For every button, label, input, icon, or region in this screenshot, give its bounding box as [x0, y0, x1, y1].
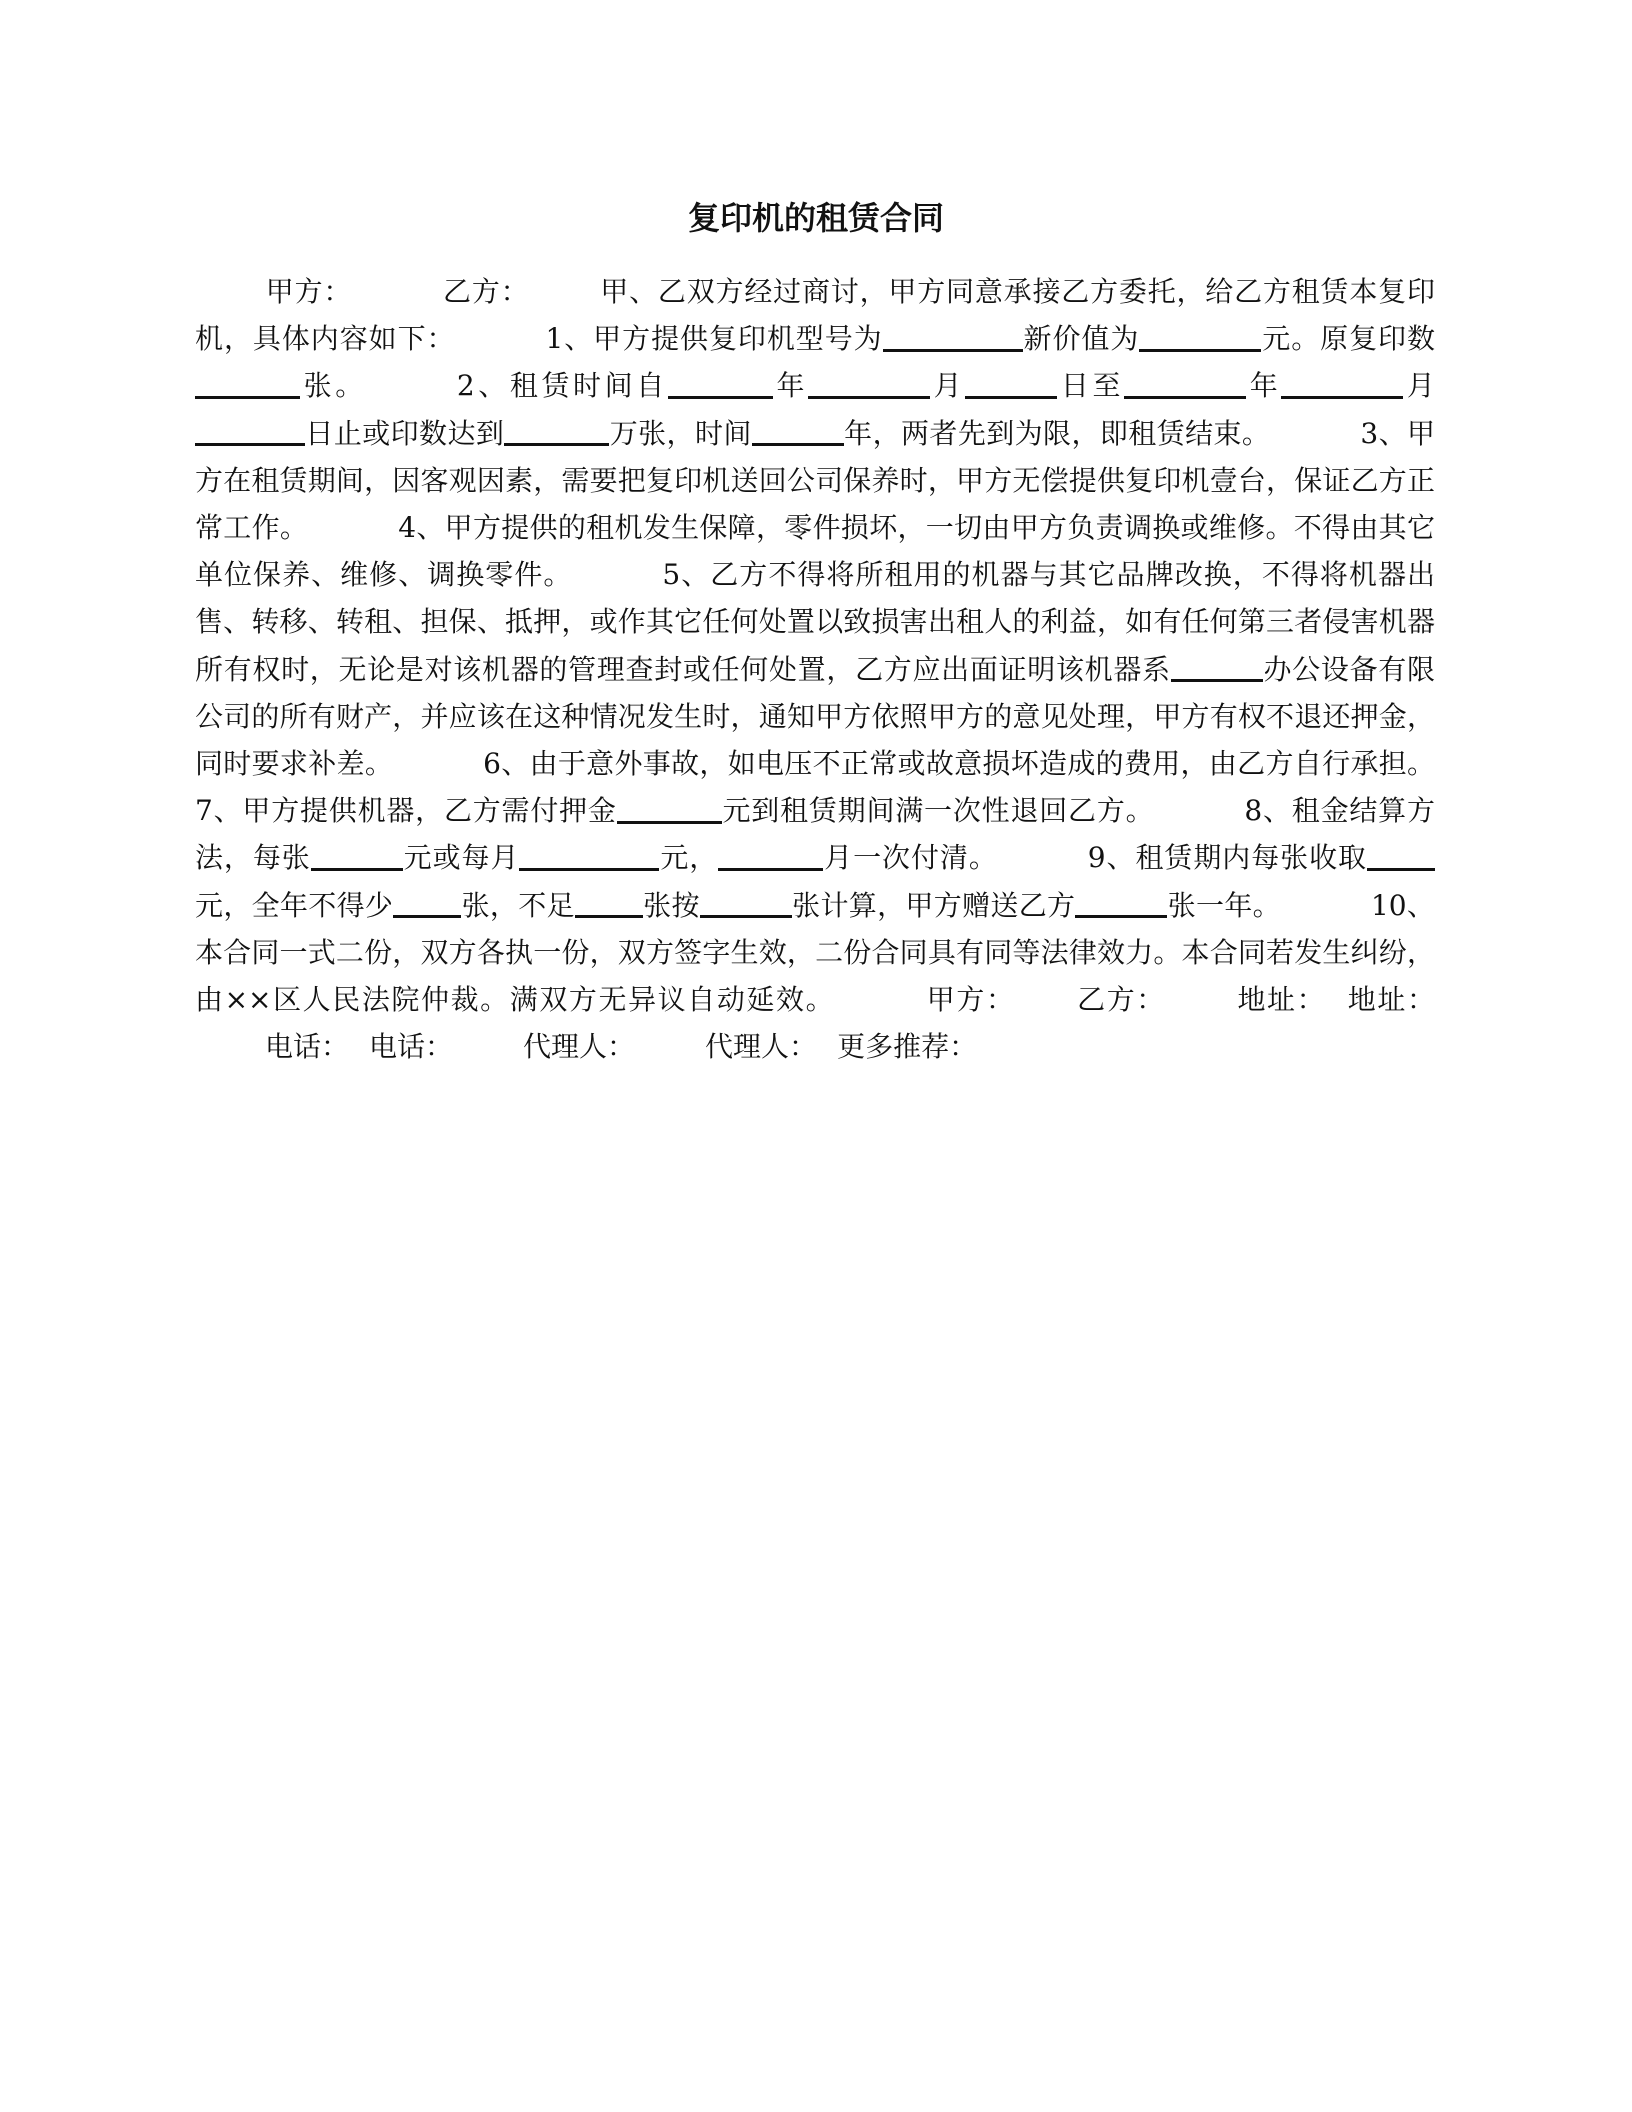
sign-party-a: 甲方：: [925, 983, 1016, 1017]
party-b-label: 乙方：: [442, 275, 530, 308]
contract-body: [195, 268, 1435, 1070]
clause-2-end-month: 月: [1403, 369, 1435, 403]
blank-pay-months: [718, 838, 823, 870]
blank-per-month: [519, 838, 659, 870]
blank-shortfall: [575, 886, 643, 918]
blank-charge: [1367, 838, 1435, 870]
blank-period: [752, 414, 844, 446]
clause-1-end: 张。: [300, 369, 367, 403]
more-recommend: 更多推荐：: [837, 1030, 978, 1064]
clause-2-month: 月: [930, 369, 966, 403]
agent-label-2: 代理人：: [705, 1030, 818, 1064]
clause-2-day-to: 日至: [1057, 369, 1125, 403]
clause-9-f: 张一年。: [1167, 888, 1281, 922]
blank-start-month: [808, 366, 930, 398]
clause-9-e: 张计算，甲方赠送乙方: [791, 888, 1076, 922]
blank-end-year: [1124, 366, 1246, 398]
blank-start-day: [965, 366, 1057, 398]
clause-9-b: 元，全年不得少: [195, 888, 394, 922]
blank-per-sheet: [311, 838, 403, 870]
blank-min-sheets: [393, 886, 461, 918]
clause-8-c: 元，: [659, 841, 719, 875]
address-label-1: 地址：: [1235, 983, 1327, 1017]
phone-label-2: 电话：: [369, 1030, 454, 1064]
blank-calc: [700, 886, 792, 918]
blank-price: [1139, 319, 1261, 351]
blank-print-count: [504, 414, 609, 446]
clause-2-start: 2、租赁时间自: [456, 369, 668, 403]
clause-2-end-day: 日止或印数达到: [305, 416, 505, 450]
clause-8-a: 8、租金结算方法，每张: [195, 794, 1435, 875]
blank-count: [195, 366, 300, 398]
sign-party-b: 乙方：: [1075, 983, 1166, 1017]
clause-2-count: 万张，时间: [609, 416, 752, 450]
address-label-2: 地址：: [1346, 983, 1435, 1017]
clause-2-end-year: 年: [1246, 369, 1282, 403]
clause-10: 10、本合同一式二份，双方各执一份，双方签字生效，二份合同具有同等法律效力。本合同若发生纠纷，由××区人民法院仲裁。满双方无异议自动延效。: [195, 888, 1435, 1017]
clause-9-a: 9、租赁期内每张收取: [1087, 841, 1367, 875]
clause-9-c: 张，不足: [461, 888, 575, 922]
clause-5-a: 5、乙方不得将所租用的机器与其它品牌改换，不得将机器出售、转移、转租、担保、抵押，或作其它任何处置以致损害出租人的利益，如有任何第三者侵害机器所有权时，无论是对该机器的管理查封或任何处置，乙方应出面证明该机器系: [195, 558, 1435, 686]
agent-label-1: 代理人：: [523, 1030, 636, 1064]
clause-6: 6、由于意外事故，如电压不正常或故意损坏造成的费用，由乙方自行承担。: [483, 747, 1435, 781]
clause-8-b: 元或每月: [402, 841, 520, 875]
party-a-label: 甲方：: [265, 275, 353, 308]
intro-text: 甲、乙双方经过商讨，甲方同意承接乙方委托，给乙方租赁本复印机，具体内容如下：: [195, 275, 1435, 356]
clause-3: 3、甲方在租赁期间，因客观因素，需要把复印机送回公司保养时，甲方无偿提供复印机壹台，保证乙方正常工作。: [195, 416, 1435, 545]
clause-4: 4、甲方提供的租机发生保障，零件损坏，一切由甲方负责调换或维修。不得由其它单位保养、维修、调换零件。: [195, 511, 1435, 592]
clause-1-count: 元。原复印数: [1261, 322, 1435, 356]
blank-model: [883, 319, 1023, 351]
phone-label-1: 电话：: [265, 1030, 350, 1064]
clause-2-year: 年: [772, 369, 809, 403]
clause-7-b: 元到租赁期间满一次性退回乙方。: [721, 794, 1155, 828]
clause-1-price: 新价值为: [1022, 322, 1140, 356]
blank-end-month: [1281, 366, 1403, 398]
clause-9-d: 张按: [642, 888, 700, 922]
blank-deposit: [617, 791, 722, 823]
clause-5-b: 办公设备有限公司的所有财产，并应该在这种情况发生时，通知甲方依照甲方的意见处理，甲方有权不退还押金，同时要求补差。: [195, 652, 1435, 781]
clause-1-model: 1、甲方提供复印机型号为: [545, 322, 883, 356]
clause-8-d: 月一次付清。: [823, 841, 998, 875]
blank-company: [1171, 650, 1263, 682]
document-title: 复印机的租赁合同: [687, 199, 944, 237]
clause-2-end: 年，两者先到为限，即租赁结束。: [843, 416, 1271, 450]
blank-end-day: [195, 414, 305, 446]
blank-start-year: [668, 366, 773, 398]
blank-gift: [1075, 886, 1167, 918]
clause-7-a: 7、甲方提供机器，乙方需付押金: [195, 794, 617, 828]
